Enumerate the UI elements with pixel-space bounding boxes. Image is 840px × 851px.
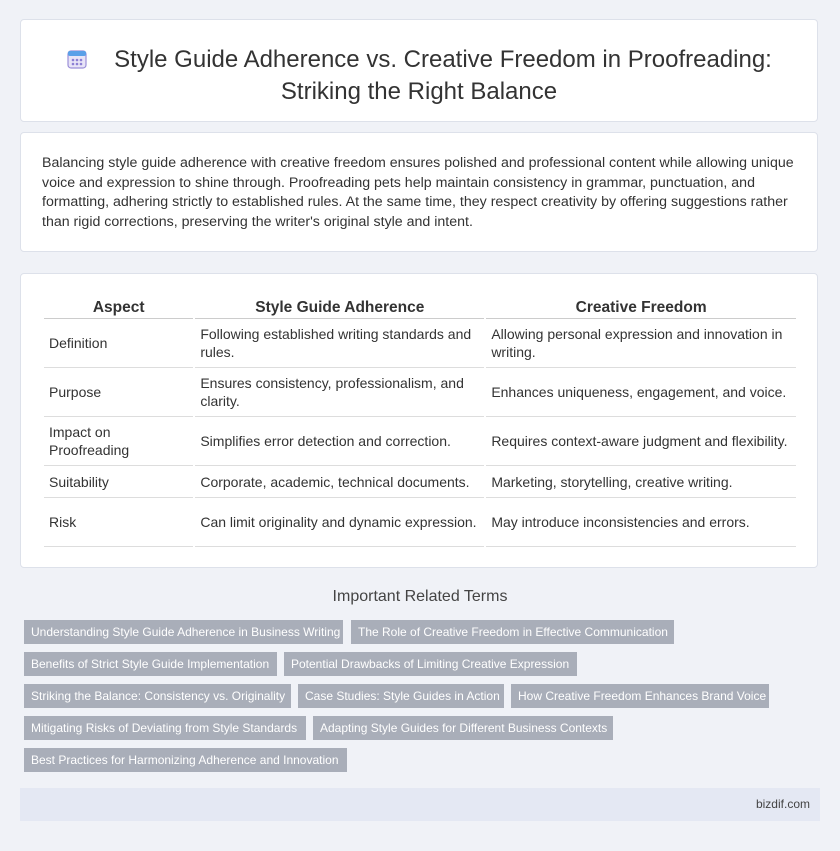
table-cell: Corporate, academic, technical documents. <box>195 466 484 498</box>
related-term-tag[interactable]: Benefits of Strict Style Guide Implementation <box>24 652 277 676</box>
table-row <box>44 466 796 498</box>
page-title <box>21 45 817 106</box>
header-aspect: Aspect <box>44 298 193 319</box>
table-cell: Allowing personal expression and innovation in writing. <box>486 319 796 368</box>
table-cell: Definition <box>44 319 193 368</box>
table-header-row <box>44 298 796 319</box>
related-term-tag[interactable]: Understanding Style Guide Adherence in Business Writing <box>24 620 343 644</box>
table-cell: Marketing, storytelling, creative writing. <box>486 466 796 498</box>
table-cell: May introduce inconsistencies and errors. <box>486 498 796 547</box>
table-row <box>44 368 796 417</box>
table-row <box>44 498 796 547</box>
related-term-tag[interactable]: Adapting Style Guides for Different Business Contexts <box>313 716 613 740</box>
related-term-tag[interactable]: The Role of Creative Freedom in Effective Communication <box>351 620 674 644</box>
table-row <box>44 417 796 466</box>
table-cell: Ensures consistency, professionalism, and clarity. <box>195 368 484 417</box>
table-cell: Risk <box>44 498 193 547</box>
related-term-tag[interactable]: Case Studies: Style Guides in Action <box>298 684 504 708</box>
table-cell: Can limit originality and dynamic expression. <box>195 498 484 547</box>
table-cell: Following established writing standards and rules. <box>195 319 484 368</box>
table-cell: Suitability <box>44 466 193 498</box>
title-line-1: Style Guide Adherence vs. Creative Freedom in Proofreading: <box>114 46 772 73</box>
intro-paragraph: Balancing style guide adherence with creative freedom ensures polished and professional content while allowing unique voice and expression to shine through. Proofreading pets help maintain consistency in grammar, punctuation, and formatting, adhering strictly to established rules. At the same time, they respect creativity by offering suggestions rather than rigid corrections, preserving the writer's original style and intent. <box>42 155 794 230</box>
header-style-guide: Style Guide Adherence <box>195 298 484 319</box>
table-cell: Requires context-aware judgment and flexibility. <box>486 417 796 466</box>
related-term-tag[interactable]: Potential Drawbacks of Limiting Creative Expression <box>284 652 577 676</box>
table-row <box>44 319 796 368</box>
related-term-tag[interactable]: How Creative Freedom Enhances Brand Voice <box>511 684 769 708</box>
calendar-icon <box>66 48 88 77</box>
table-cell: Simplifies error detection and correction. <box>195 417 484 466</box>
title-line-2: Striking the Right Balance <box>280 78 558 105</box>
comparison-table <box>42 298 798 547</box>
related-term-tag[interactable]: Striking the Balance: Consistency vs. Originality <box>24 684 291 708</box>
header-card <box>20 19 818 122</box>
table-cell: Enhances uniqueness, engagement, and voice. <box>486 368 796 417</box>
related-terms-title: Important Related Terms <box>332 588 508 605</box>
intro-card <box>20 132 818 252</box>
table-cell: Impact on Proofreading <box>44 417 193 466</box>
table-cell: Purpose <box>44 368 193 417</box>
footer <box>20 788 820 821</box>
footer-site-link[interactable]: bizdif.com <box>755 797 810 811</box>
related-term-tag[interactable]: Best Practices for Harmonizing Adherence and Innovation <box>24 748 347 772</box>
comparison-card <box>20 273 818 568</box>
related-term-tag[interactable]: Mitigating Risks of Deviating from Style Standards <box>24 716 306 740</box>
header-creative-freedom: Creative Freedom <box>486 298 796 319</box>
